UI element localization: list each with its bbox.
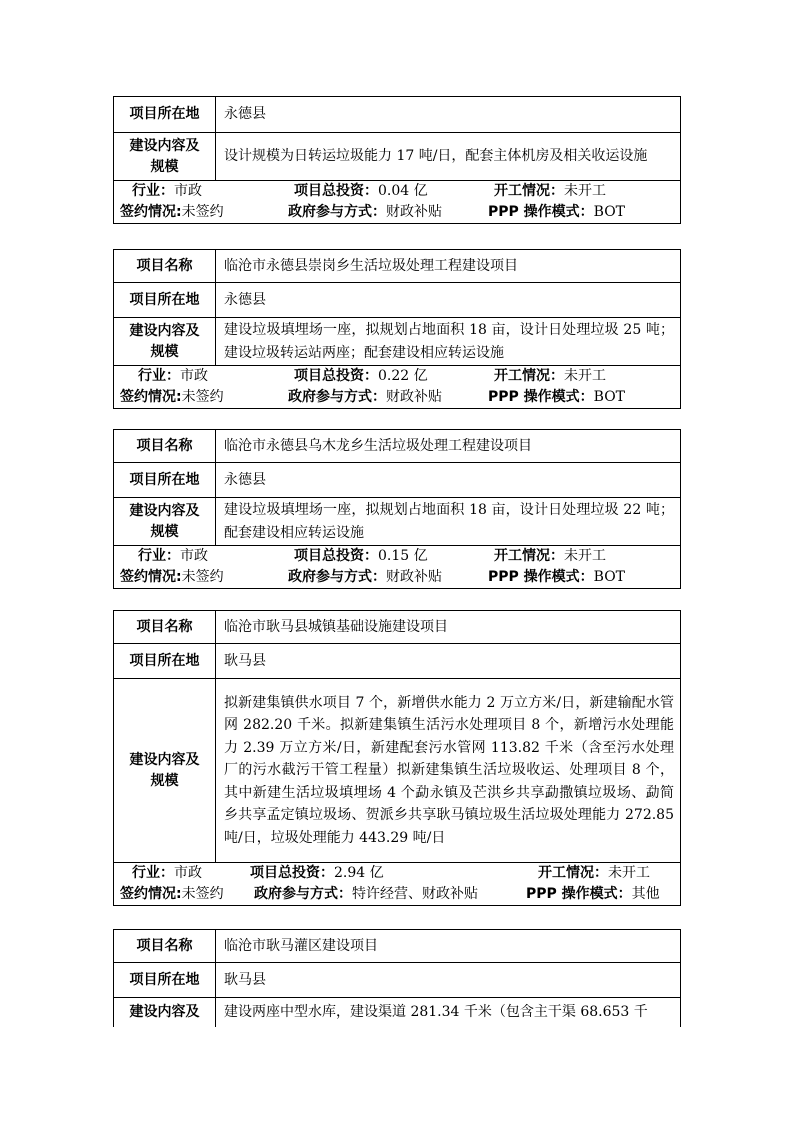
start-value: 未开工 — [564, 183, 606, 199]
industry-value: 市政 — [180, 368, 208, 384]
location-value: 耿马县 — [216, 963, 681, 998]
scope-label: 建设内容及 规模 — [114, 318, 216, 366]
name-value: 临沧市耿马县城镇基础设施建设项目 — [216, 611, 681, 644]
project-footer: 行业：市政 项目总投资：0.22 亿 开工情况：未开工 签约情况:未签约 政府参与方式：财政补贴 PPP 操作模式：BOT — [114, 366, 681, 409]
scope-label: 建设内容及 规模 — [114, 133, 216, 181]
scope-value: 建设垃圾填埋场一座，拟规划占地面积 18 亩，设计日处理垃圾 25 吨；建设垃圾转运站两座；配套建设相应转运设施 — [216, 318, 681, 366]
industry-value: 市政 — [174, 183, 202, 199]
location-value: 永德县 — [216, 463, 681, 498]
scope-label: 建设内容及 — [114, 998, 216, 1027]
investment-value: 0.15 亿 — [378, 548, 428, 564]
project-card-5 — [113, 929, 681, 1027]
investment-value: 0.04 亿 — [378, 183, 428, 199]
gov-value: 财政补贴 — [386, 204, 442, 220]
name-label: 项目名称 — [114, 930, 216, 963]
gov-value: 财政补贴 — [386, 389, 442, 405]
name-label: 项目名称 — [114, 611, 216, 644]
gov-value: 财政补贴 — [386, 569, 442, 585]
project-card-3 — [113, 429, 681, 589]
signing-value: 未签约 — [181, 389, 224, 405]
start-value: 未开工 — [608, 865, 650, 881]
location-label: 项目所在地 — [114, 97, 216, 133]
start-value: 未开工 — [564, 548, 606, 564]
scope-value: 建设两座中型水库，建设渠道 281.34 千米（包含主干渠 68.653 千 — [216, 998, 681, 1027]
name-label: 项目名称 — [114, 430, 216, 463]
location-value: 耿马县 — [216, 644, 681, 679]
investment-value: 2.94 亿 — [334, 865, 384, 881]
location-label: 项目所在地 — [114, 463, 216, 498]
ppp-value: BOT — [593, 389, 626, 405]
location-label: 项目所在地 — [114, 283, 216, 318]
name-value: 临沧市永德县崇岗乡生活垃圾处理工程建设项目 — [216, 250, 681, 283]
location-value: 永德县 — [216, 97, 681, 133]
location-label: 项目所在地 — [114, 644, 216, 679]
project-card-2 — [113, 249, 681, 409]
project-footer: 行业：市政 项目总投资：0.04 亿 开工情况：未开工 签约情况:未签约 政府参与方式：财政补贴 PPP 操作模式：BOT — [114, 181, 681, 224]
industry-value: 市政 — [174, 865, 202, 881]
project-footer: 行业：市政 项目总投资：0.15 亿 开工情况：未开工 签约情况:未签约 政府参与方式：财政补贴 PPP 操作模式：BOT — [114, 546, 681, 589]
signing-value: 未签约 — [181, 886, 224, 902]
name-label: 项目名称 — [114, 250, 216, 283]
ppp-value: 其他 — [631, 886, 660, 902]
location-value: 永德县 — [216, 283, 681, 318]
start-value: 未开工 — [564, 368, 606, 384]
signing-value: 未签约 — [181, 569, 224, 585]
scope-label: 建设内容及 规模 — [114, 679, 216, 863]
project-footer: 行业：市政 项目总投资：2.94 亿 开工情况：未开工 签约情况:未签约 政府参与方式：特许经营、财政补贴 PPP 操作模式：其他 — [114, 863, 681, 906]
ppp-value: BOT — [593, 569, 626, 585]
signing-value: 未签约 — [181, 204, 224, 220]
name-value: 临沧市永德县乌木龙乡生活垃圾处理工程建设项目 — [216, 430, 681, 463]
investment-value: 0.22 亿 — [378, 368, 428, 384]
location-label: 项目所在地 — [114, 963, 216, 998]
industry-value: 市政 — [180, 548, 208, 564]
scope-value: 拟新建集镇供水项目 7 个，新增供水能力 2 万立方米/日，新建输配水管网 282.20 千米。拟新建集镇生活污水处理项目 8 个，新增污水处理能力 2.39 万立方米/日，新建配套污水管网 113.82 千米（含至污水处理厂的污水截污干管工程量）拟新建集镇生活垃圾收运、处理项目 8 个，其中新建生活垃圾填埋场 4 个勐永镇及芒洪乡共享勐撒镇垃圾场、勐简乡共享孟定镇垃圾场、贺派乡共享耿马镇垃圾生活垃圾处理能力 272.85 吨/日，垃圾处理能力 443.29 吨/日 — [216, 679, 681, 863]
scope-value: 设计规模为日转运垃圾能力 17 吨/日，配套主体机房及相关收运设施 — [216, 133, 681, 181]
project-card-4 — [113, 610, 681, 906]
scope-label: 建设内容及 规模 — [114, 498, 216, 546]
gov-value: 特许经营、财政补贴 — [352, 886, 478, 902]
project-card-1 — [113, 96, 681, 224]
name-value: 临沧市耿马灌区建设项目 — [216, 930, 681, 963]
ppp-value: BOT — [593, 204, 626, 220]
scope-value: 建设垃圾填埋场一座，拟规划占地面积 18 亩，设计日处理垃圾 22 吨；配套建设相应转运设施 — [216, 498, 681, 546]
